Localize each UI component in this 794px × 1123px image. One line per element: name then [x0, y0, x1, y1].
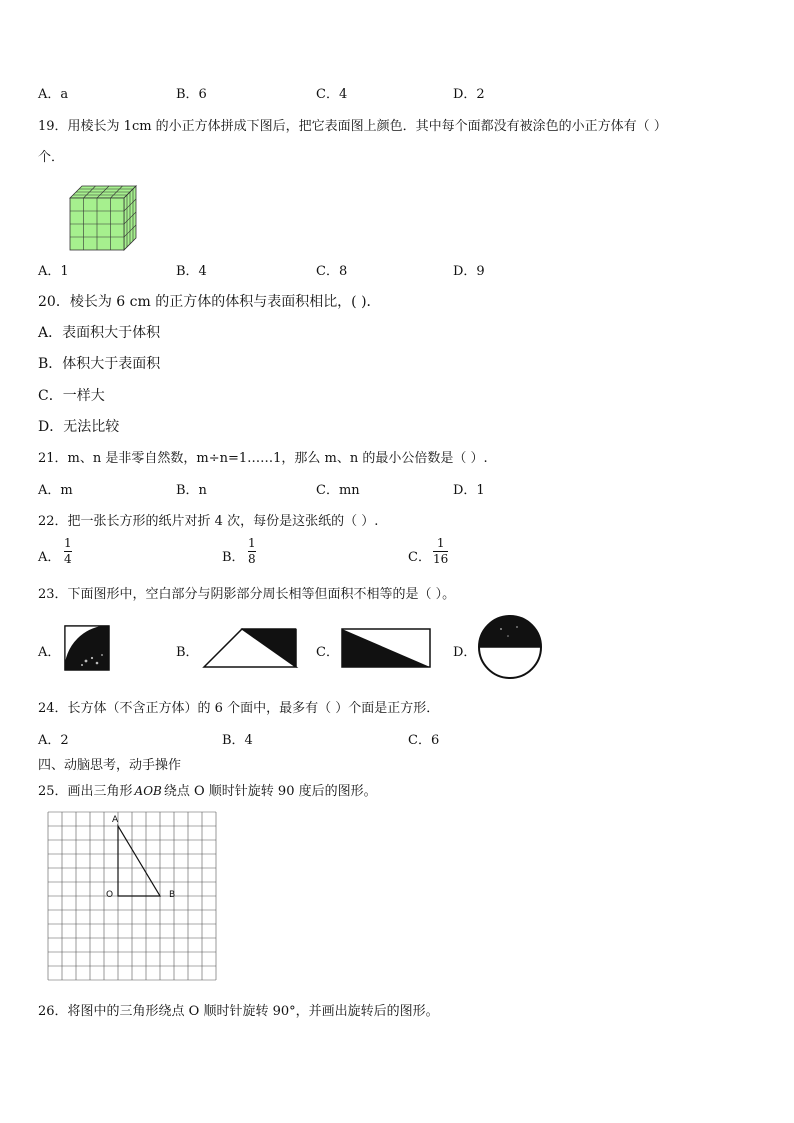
q24-stem: 24．长方体（不含正方体）的 6 个面中，最多有（ ）个面是正方形．: [38, 701, 440, 716]
q18-option-a: A．a: [38, 87, 69, 102]
q19-cube-figure: [68, 186, 140, 252]
q25-stem-suffix: 绕点 O 顺时针旋转 90 度后的图形。: [163, 784, 377, 799]
q23-figure-b: [202, 628, 298, 668]
q19-stem-line2: 个．: [38, 150, 65, 165]
q18-option-d: D．2: [453, 87, 485, 102]
fraction-numerator: 1: [64, 536, 72, 550]
fraction-denominator: 4: [64, 552, 72, 566]
q22-option-a-fraction: [64, 537, 72, 566]
q19-option-b: B．4: [176, 264, 207, 279]
q25-stem: [38, 780, 377, 799]
q25-point-a-label: A: [112, 815, 119, 825]
q26-stem: 26．将图中的三角形绕点 O 顺时针旋转 90°，并画出旋转后的图形。: [38, 1004, 439, 1019]
triangle-aob: [118, 826, 160, 896]
q23-figure-a: [64, 625, 110, 671]
q24-option-b: B．4: [222, 733, 253, 748]
q22-stem: 22．把一张长方形的纸片对折 4 次，每份是这张纸的（ ）.: [38, 514, 379, 529]
q19-option-c: C．8: [316, 264, 348, 279]
q25-point-b-label: B: [169, 890, 176, 900]
q21-option-a: A．m: [38, 483, 73, 498]
q23-option-a-label: A．: [38, 645, 61, 660]
q22-option-a-label: A．: [38, 550, 61, 565]
q22-option-b-fraction: [248, 537, 256, 566]
q20-option-d: D．无法比较: [38, 419, 120, 435]
q20-option-a: A．表面积大于体积: [38, 325, 161, 341]
q20-stem: 20．棱长为 6 cm 的正方体的体积与表面积相比，( )．: [38, 294, 381, 310]
q22-option-b-label: B．: [222, 550, 245, 565]
q24-option-c: C．6: [408, 733, 440, 748]
fraction-numerator: 1: [248, 536, 256, 550]
q23-figure-d: [477, 614, 543, 680]
q18-option-c: C．4: [316, 87, 348, 102]
q21-stem: 21．m、n 是非零自然数，m÷n=1……1，那么 m、n 的最小公倍数是（ ）.: [38, 451, 488, 466]
q24-option-a: A．2: [38, 733, 69, 748]
q23-option-d-label: D．: [453, 645, 477, 660]
q21-option-b: B．n: [176, 483, 207, 498]
q19-option-d: D．9: [453, 264, 485, 279]
q22-option-c-label: C．: [408, 550, 431, 565]
q21-option-d: D．1: [453, 483, 485, 498]
q22-option-c-fraction: [433, 537, 448, 566]
q23-option-b-label: B．: [176, 645, 199, 660]
section-title: 四、动脑思考，动手操作: [38, 758, 182, 773]
q18-option-b: B．6: [176, 87, 207, 102]
q19-stem-line1: 19．用棱长为 1cm 的小正方体拼成下图后，把它表面图上颜色．其中每个面都没有被涂色的小正方体有（ ）: [38, 119, 667, 134]
q25-point-o-label: O: [106, 890, 114, 900]
fraction-denominator: 16: [433, 552, 449, 566]
q20-option-c: C．一样大: [38, 388, 105, 404]
q20-option-b: B．体积大于表面积: [38, 356, 161, 372]
q25-stem-prefix: 25．画出三角形: [38, 784, 133, 799]
fraction-denominator: 8: [248, 552, 256, 566]
q25-stem-math: AOB: [134, 784, 162, 798]
q23-stem: 23．下面图形中，空白部分与阴影部分周长相等但面积不相等的是（ ）。: [38, 587, 456, 602]
q23-option-c-label: C．: [316, 645, 339, 660]
q25-grid-figure: [47, 811, 219, 983]
q23-figure-c: [341, 628, 431, 668]
fraction-numerator: 1: [436, 536, 445, 550]
q21-option-c: C．mn: [316, 483, 360, 498]
q19-option-a: A．1: [38, 264, 69, 279]
